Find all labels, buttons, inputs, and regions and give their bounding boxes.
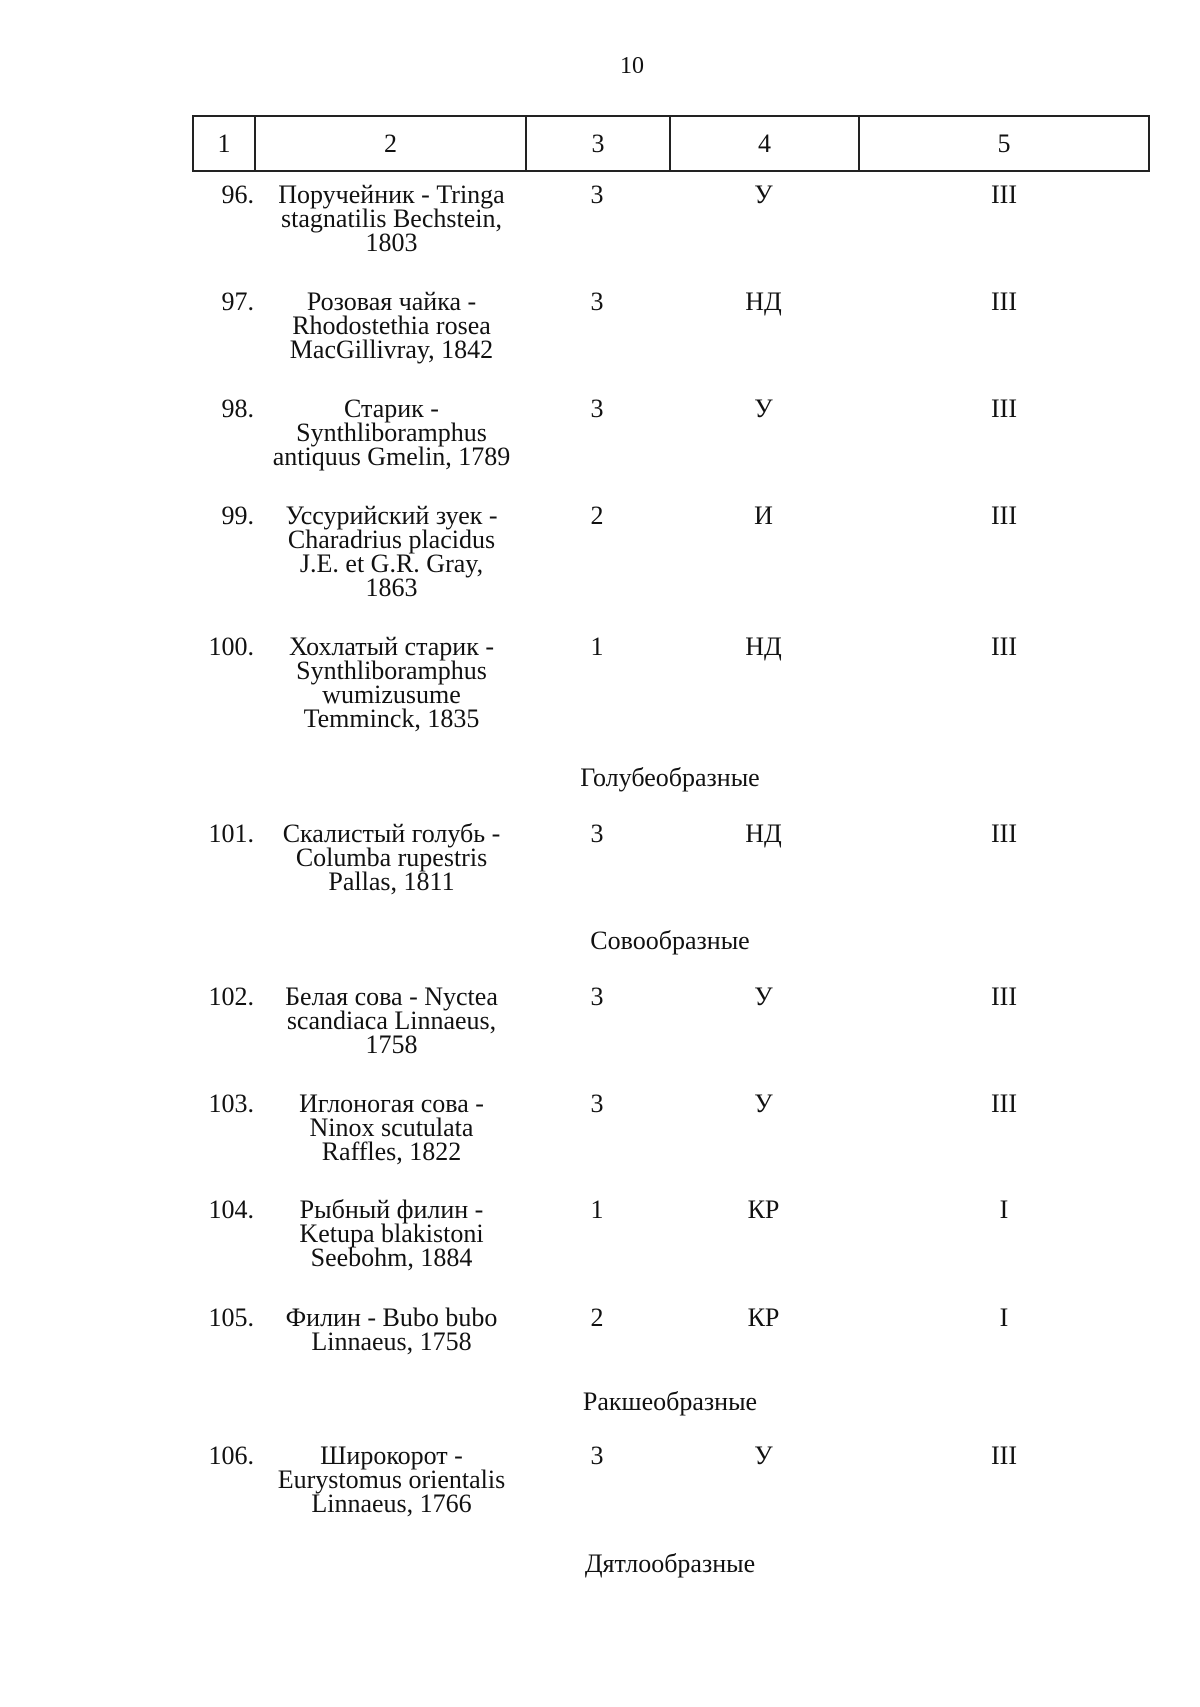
priority-value: III [991,1441,1017,1470]
species-name-line: Уссурийский зуек - [285,501,498,530]
species-name-line: Филин - Bubo bubo [285,1303,498,1332]
table-row [192,501,1150,602]
category-value: 3 [590,819,604,848]
table-row [192,819,1150,896]
page-number: 10 [620,53,644,79]
table-row [192,982,1150,1059]
species-name [254,982,525,1059]
table-row [192,1441,1150,1518]
species-name-line: Ninox scutulata [309,1113,474,1142]
section-heading: Совообразные [590,926,750,955]
species-name-line: 1863 [365,573,418,602]
species-name-line: Seebohm, 1884 [310,1243,473,1272]
species-name-line: Raffles, 1822 [321,1137,462,1166]
species-name [254,501,525,602]
row-number: 98. [221,394,254,423]
row-number: 106. [208,1441,254,1470]
species-name-line: Широкорот - [320,1441,463,1470]
species-name-line: 1758 [365,1030,418,1059]
status-value: КР [747,1195,780,1224]
table-row [192,1195,1150,1272]
priority-value: III [991,632,1017,661]
priority-value: III [991,287,1017,316]
priority-value: III [991,819,1017,848]
species-name [254,1195,525,1272]
priority-value: III [991,394,1017,423]
species-name-line: Charadrius placidus [287,525,496,554]
table-header [192,115,1150,172]
priority-value: III [991,501,1017,530]
species-name [254,287,525,364]
table-row [192,394,1150,471]
species-name-line: Pallas, 1811 [328,867,455,896]
row-number: 104. [208,1195,254,1224]
row-number: 100. [208,632,254,661]
species-name-line: Рыбный филин - [299,1195,484,1224]
category-value: 2 [590,501,604,530]
priority-value: III [991,1089,1017,1118]
table-row [192,1303,1150,1356]
species-name [254,632,525,733]
header-col-4: 4 [671,117,860,170]
priority-value: III [991,180,1017,209]
section-heading: Ракшеобразные [582,1387,758,1416]
species-name-line: Ketupa blakistoni [299,1219,484,1248]
priority-value: I [999,1303,1009,1332]
table-row [192,180,1150,257]
section-heading: Дятлообразные [584,1549,756,1578]
row-number: 105. [208,1303,254,1332]
status-value: У [754,180,773,209]
header-col-3: 3 [527,117,671,170]
species-name-line: J.E. et G.R. Gray, [299,549,484,578]
species-name-line: Temminck, 1835 [303,704,480,733]
species-name-line: Synthliboramphus [296,656,487,685]
status-value: И [754,501,773,530]
header-col-2: 2 [256,117,527,170]
species-name [254,819,525,896]
category-value: 3 [590,287,604,316]
species-name-line: stagnatilis Bechstein, [281,204,502,233]
species-name-line: Розовая чайка - [306,287,477,316]
category-value: 1 [590,1195,604,1224]
header-col-1: 1 [194,117,256,170]
category-value: 3 [590,1089,604,1118]
table-row [192,1089,1150,1166]
species-name-line: Columba rupestris [295,843,488,872]
species-name-line: Rhodostethia rosea [292,311,491,340]
row-number: 96. [221,180,254,209]
species-name-line: Скалистый голубь - [282,819,501,848]
status-value: НД [745,287,782,316]
table-row [192,287,1150,364]
species-name [254,180,525,257]
status-value: НД [745,632,782,661]
status-value: У [754,1441,773,1470]
species-name-line: MacGillivray, 1842 [289,335,494,364]
row-number: 99. [221,501,254,530]
row-number: 103. [208,1089,254,1118]
species-name [254,1089,525,1166]
status-value: У [754,982,773,1011]
species-name-line: Старик - [344,394,439,423]
row-number: 102. [208,982,254,1011]
priority-value: III [991,982,1017,1011]
category-value: 2 [590,1303,604,1332]
species-name-line: antiquus Gmelin, 1789 [272,442,511,471]
row-number: 101. [208,819,254,848]
species-name-line: Хохлатый старик - [288,632,495,661]
category-value: 3 [590,982,604,1011]
header-col-5: 5 [997,128,1011,158]
species-name [254,1441,525,1518]
species-name-line: 1803 [365,228,418,257]
species-name-line: wumizusume [322,680,461,709]
row-number: 97. [221,287,254,316]
species-name-line: Linnaeus, 1758 [311,1327,472,1356]
species-name [254,394,525,471]
category-value: 3 [590,394,604,423]
species-name-line: Synthliboramphus [296,418,487,447]
category-value: 1 [590,632,604,661]
status-value: У [754,394,773,423]
table-row [192,632,1150,733]
species-name-line: Eurystomus orientalis [277,1465,506,1494]
species-name-line: Поручейник - Tringa [278,180,505,209]
priority-value: I [999,1195,1009,1224]
species-name-line: Белая сова - Nyctea [285,982,498,1011]
species-name [254,1303,525,1356]
status-value: У [754,1089,773,1118]
species-name-line: Иглоногая сова - [299,1089,484,1118]
status-value: КР [747,1303,780,1332]
category-value: 3 [590,1441,604,1470]
section-heading: Голубеобразные [580,763,760,792]
category-value: 3 [590,180,604,209]
species-name-line: scandiaca Linnaeus, [286,1006,497,1035]
species-name-line: Linnaeus, 1766 [311,1489,472,1518]
status-value: НД [745,819,782,848]
